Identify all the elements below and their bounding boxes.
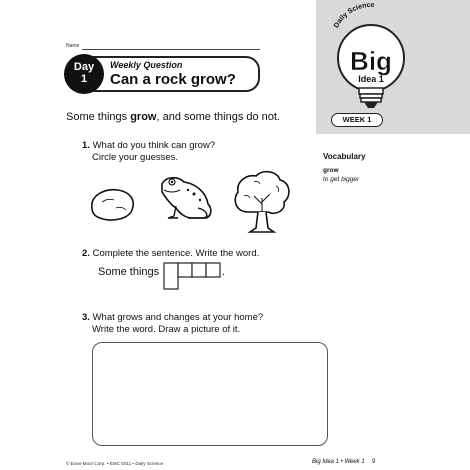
guess-pictures bbox=[80, 168, 300, 236]
intro-after: , and some things do not. bbox=[156, 111, 281, 123]
question-1-number: 1. bbox=[82, 140, 90, 151]
rock-icon[interactable] bbox=[92, 190, 133, 220]
intro-bold-word: grow bbox=[130, 111, 157, 123]
letter-box-4[interactable] bbox=[206, 263, 220, 277]
page-number: 9 bbox=[372, 459, 376, 465]
frog-icon[interactable] bbox=[162, 178, 211, 218]
question-3-number: 3. bbox=[82, 312, 90, 323]
footer-section: Big Idea 1 • Week 1 bbox=[312, 459, 365, 465]
letter-box-3[interactable] bbox=[192, 263, 206, 277]
question-1-line1: What do you think can grow? bbox=[92, 140, 216, 151]
intro-sentence bbox=[66, 111, 280, 123]
week-badge: WEEK 1 bbox=[331, 113, 383, 127]
sentence-end: . bbox=[222, 266, 226, 278]
vocabulary-title: Vocabulary bbox=[323, 152, 366, 161]
idea-label: Idea 1 bbox=[358, 74, 384, 84]
weekly-question-text: Can a rock grow? bbox=[110, 71, 236, 88]
sentence-start: Some things bbox=[98, 266, 160, 278]
day-label: Day bbox=[73, 61, 95, 73]
day-number: 1 bbox=[80, 73, 88, 85]
name-label: Name bbox=[66, 43, 80, 49]
question-1 bbox=[82, 140, 215, 164]
drawing-box[interactable] bbox=[92, 342, 328, 446]
question-3 bbox=[82, 312, 263, 336]
vocabulary-word: grow bbox=[323, 167, 339, 174]
name-write-line[interactable] bbox=[82, 49, 260, 50]
question-2-text: Complete the sentence. Write the word. bbox=[92, 248, 260, 259]
weekly-question-label: Weekly Question bbox=[110, 60, 183, 70]
question-1-line2: Circle your guesses. bbox=[92, 152, 179, 163]
series-label: Daily Science bbox=[333, 1, 375, 30]
question-2 bbox=[82, 248, 259, 259]
letter-box-1[interactable] bbox=[164, 263, 178, 289]
word-shape-boxes[interactable] bbox=[163, 262, 226, 290]
day-badge bbox=[64, 54, 104, 94]
question-3-line2: Write the word. Draw a picture of it. bbox=[92, 324, 241, 335]
intro-before: Some things bbox=[66, 111, 131, 123]
question-2-number: 2. bbox=[82, 248, 90, 259]
letter-box-2[interactable] bbox=[178, 263, 192, 277]
question-3-line1: What grows and changes at your home? bbox=[92, 312, 264, 323]
big-label: Big bbox=[350, 46, 392, 76]
tree-icon[interactable] bbox=[235, 172, 289, 232]
vocabulary-definition: to get bigger bbox=[323, 176, 360, 183]
footer-copyright: © Evan-Moor Corp. • EMC 5011 • Daily Science bbox=[66, 461, 164, 466]
